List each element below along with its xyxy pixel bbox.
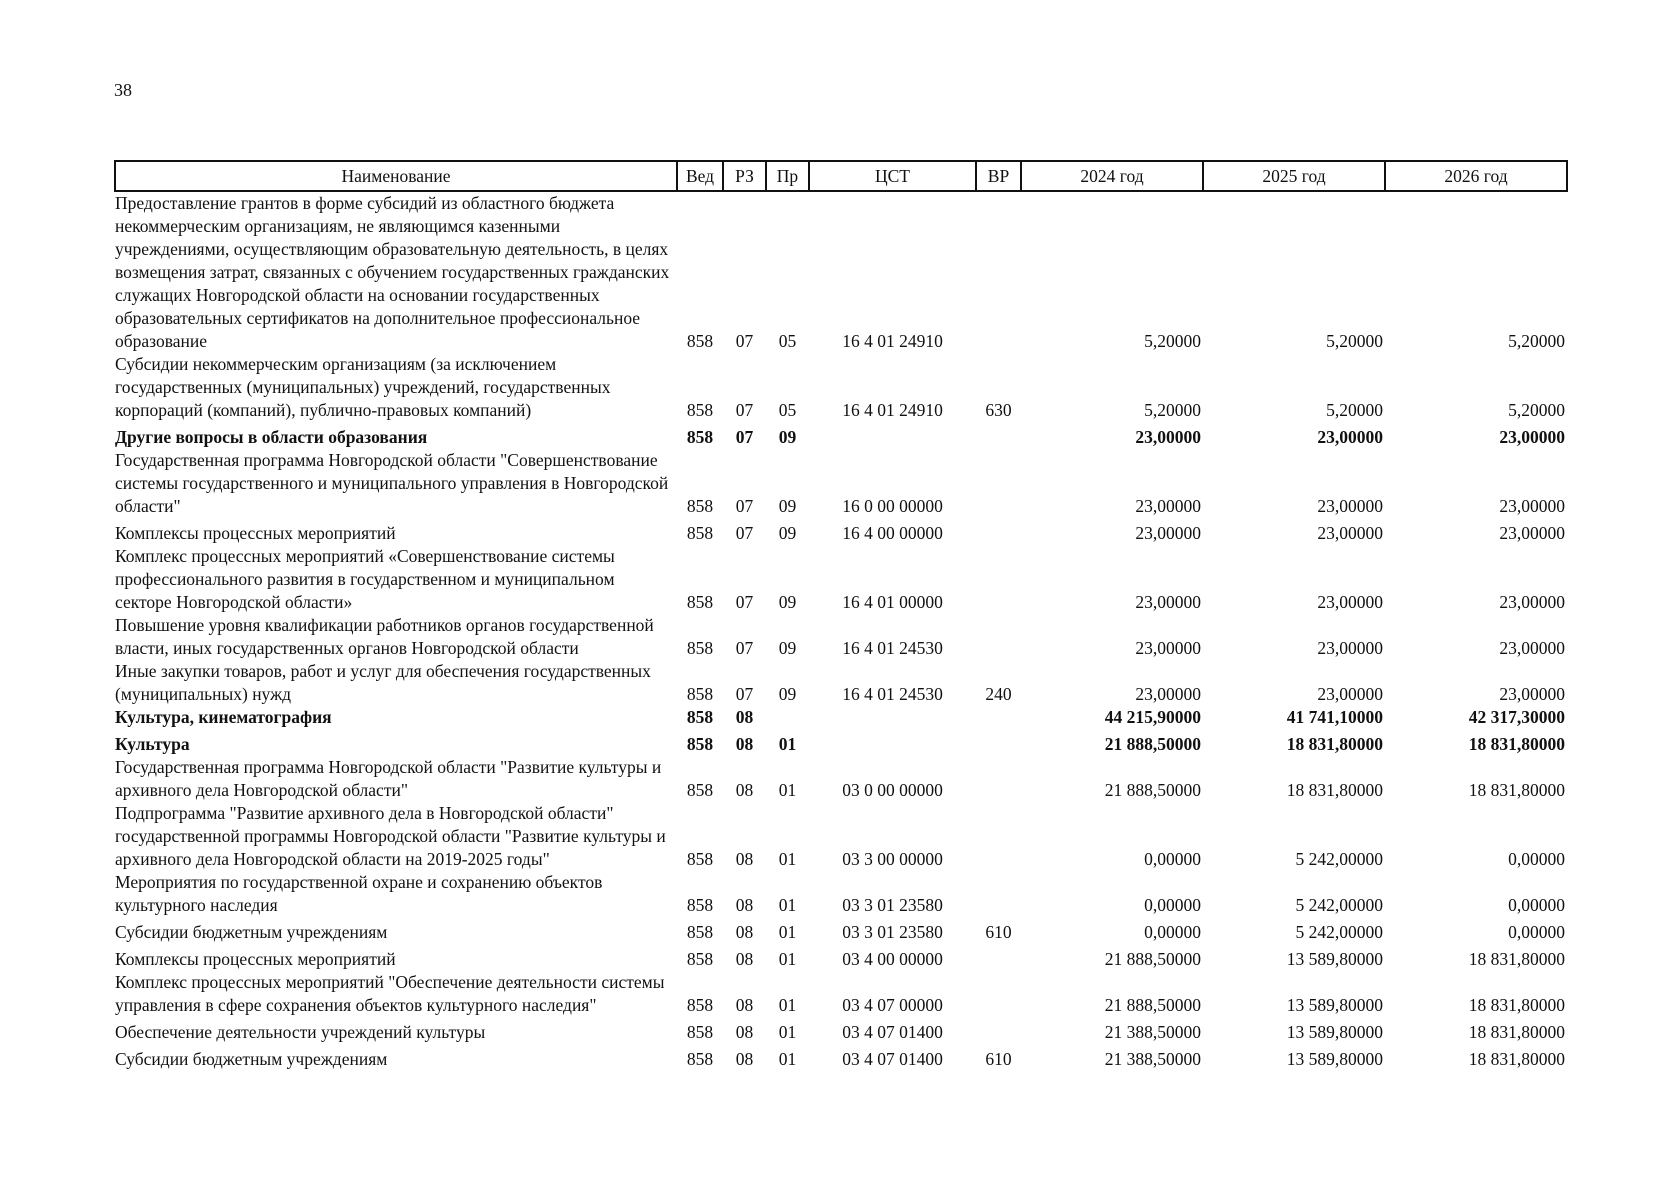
table-row bbox=[115, 802, 1567, 871]
cell-2026: 0,00000 bbox=[1508, 895, 1565, 915]
cell-2025: 5 242,00000 bbox=[1295, 849, 1383, 869]
header-name: Наименование bbox=[115, 161, 677, 191]
table-row bbox=[115, 871, 1567, 917]
cell-2026: 5,20000 bbox=[1508, 400, 1565, 420]
cell-rz: 07 bbox=[735, 684, 754, 704]
header-ved: Вед bbox=[677, 161, 723, 191]
cell-2024: 21 888,50000 bbox=[1104, 734, 1201, 754]
cell-rz: 08 bbox=[735, 1049, 754, 1069]
cell-ved: 858 bbox=[686, 1049, 714, 1069]
cell-vr bbox=[976, 1017, 1021, 1044]
cell-2025: 23,00000 bbox=[1317, 496, 1383, 516]
cell-2025: 5 242,00000 bbox=[1295, 922, 1383, 942]
cell-pr: 09 bbox=[778, 638, 797, 658]
cell-2026: 23,00000 bbox=[1499, 523, 1565, 543]
cell-ved: 858 bbox=[686, 400, 714, 420]
budget-table bbox=[114, 160, 1568, 1071]
cell-cst: 03 4 07 01400 bbox=[842, 1022, 943, 1042]
cell-2024: 23,00000 bbox=[1135, 523, 1201, 543]
cell-2025: 13 589,80000 bbox=[1286, 1049, 1383, 1069]
cell-2026: 23,00000 bbox=[1499, 496, 1565, 516]
table-row bbox=[115, 545, 1567, 614]
table-row bbox=[115, 756, 1567, 802]
cell-cst: 03 4 00 00000 bbox=[842, 949, 943, 969]
cell-pr: 01 bbox=[778, 849, 797, 869]
cell-rz: 07 bbox=[735, 592, 754, 612]
cell-ved: 858 bbox=[686, 849, 714, 869]
cell-cst: 03 0 00 00000 bbox=[842, 780, 943, 800]
cell-pr: 01 bbox=[778, 995, 797, 1015]
cell-pr: 09 bbox=[778, 496, 797, 516]
table-row bbox=[115, 191, 1567, 353]
cell-name: Государственная программа Новгородской области "Развитие культуры и архивного дела Новгородской области" bbox=[115, 757, 662, 800]
cell-ved: 858 bbox=[686, 922, 714, 942]
cell-2024: 21 388,50000 bbox=[1104, 1022, 1201, 1042]
cell-2026: 18 831,80000 bbox=[1468, 995, 1565, 1015]
table-row bbox=[115, 660, 1567, 706]
cell-vr bbox=[976, 545, 1021, 614]
cell-cst: 16 4 01 00000 bbox=[842, 592, 943, 612]
cell-vr bbox=[976, 191, 1021, 353]
cell-2024: 23,00000 bbox=[1135, 592, 1201, 612]
cell-ved: 858 bbox=[686, 707, 714, 727]
cell-2025: 18 831,80000 bbox=[1286, 780, 1383, 800]
cell-rz: 08 bbox=[735, 895, 754, 915]
cell-name: Иные закупки товаров, работ и услуг для обеспечения государственных (муниципальных) нужд bbox=[115, 661, 651, 704]
cell-vr bbox=[976, 756, 1021, 802]
cell-2025: 23,00000 bbox=[1317, 638, 1383, 658]
cell-2024: 0,00000 bbox=[1144, 922, 1201, 942]
cell-pr: 05 bbox=[778, 331, 797, 351]
cell-cst: 16 4 01 24910 bbox=[842, 400, 943, 420]
cell-vr: 610 bbox=[985, 1049, 1012, 1069]
cell-vr bbox=[976, 802, 1021, 871]
cell-2024: 21 888,50000 bbox=[1104, 780, 1201, 800]
cell-ved: 858 bbox=[686, 331, 714, 351]
page-number: 38 bbox=[114, 80, 132, 100]
cell-vr bbox=[976, 729, 1021, 756]
cell-2026: 0,00000 bbox=[1508, 849, 1565, 869]
cell-cst: 03 3 00 00000 bbox=[842, 849, 943, 869]
cell-ved: 858 bbox=[686, 895, 714, 915]
cell-vr bbox=[976, 614, 1021, 660]
cell-cst: 16 4 01 24530 bbox=[842, 684, 943, 704]
table-row bbox=[115, 449, 1567, 518]
cell-vr bbox=[976, 706, 1021, 729]
cell-name: Культура bbox=[115, 734, 190, 754]
cell-cst bbox=[809, 422, 976, 449]
cell-2024: 23,00000 bbox=[1135, 496, 1201, 516]
cell-2026: 18 831,80000 bbox=[1468, 780, 1565, 800]
cell-rz: 08 bbox=[735, 1022, 754, 1042]
cell-ved: 858 bbox=[686, 949, 714, 969]
cell-ved: 858 bbox=[686, 523, 714, 543]
cell-name: Комплекс процессных мероприятий «Совершенствование системы профессионального развития в государственном и муниципальном секторе Новгородской области» bbox=[115, 546, 615, 612]
table-row bbox=[115, 353, 1567, 422]
table-row bbox=[115, 1017, 1567, 1044]
cell-cst: 03 4 07 00000 bbox=[842, 995, 943, 1015]
cell-pr: 01 bbox=[778, 780, 797, 800]
cell-name: Предоставление грантов в форме субсидий из областного бюджета некоммерческим организациям, не являющимся казенными учреждениями, осуществляющим образовательную деятельность, в целях возмещения затрат, связанных с обучением государственных гражданских служащих Новгородской области на основании государственных образовательных сертификатов на дополнительное профессиональное образование bbox=[115, 193, 670, 351]
header-2024: 2024 год bbox=[1021, 161, 1203, 191]
table-row bbox=[115, 422, 1567, 449]
cell-2026: 23,00000 bbox=[1499, 427, 1565, 447]
cell-cst bbox=[809, 706, 976, 729]
cell-rz: 07 bbox=[735, 331, 754, 351]
table-row bbox=[115, 614, 1567, 660]
cell-rz: 07 bbox=[735, 523, 754, 543]
cell-cst bbox=[809, 729, 976, 756]
cell-2024: 44 215,90000 bbox=[1104, 707, 1201, 727]
table-row bbox=[115, 944, 1567, 971]
cell-name: Обеспечение деятельности учреждений культуры bbox=[115, 1022, 486, 1042]
cell-pr bbox=[766, 706, 809, 729]
cell-pr: 01 bbox=[778, 895, 797, 915]
table-body bbox=[115, 191, 1567, 1071]
cell-vr: 630 bbox=[985, 400, 1012, 420]
cell-2025: 23,00000 bbox=[1317, 523, 1383, 543]
cell-ved: 858 bbox=[686, 592, 714, 612]
cell-2025: 13 589,80000 bbox=[1286, 1022, 1383, 1042]
cell-2024: 0,00000 bbox=[1144, 895, 1201, 915]
header-2025: 2025 год bbox=[1203, 161, 1385, 191]
cell-2024: 23,00000 bbox=[1135, 684, 1201, 704]
cell-name: Комплекс процессных мероприятий "Обеспечение деятельности системы управления в сфере сохранения объектов культурного наследия" bbox=[115, 972, 665, 1015]
cell-pr: 01 bbox=[778, 1022, 797, 1042]
cell-ved: 858 bbox=[686, 638, 714, 658]
cell-2026: 18 831,80000 bbox=[1468, 1049, 1565, 1069]
cell-vr bbox=[976, 971, 1021, 1017]
cell-rz: 08 bbox=[735, 949, 754, 969]
table-row bbox=[115, 729, 1567, 756]
cell-ved: 858 bbox=[686, 995, 714, 1015]
cell-2025: 5 242,00000 bbox=[1295, 895, 1383, 915]
cell-ved: 858 bbox=[686, 780, 714, 800]
cell-name: Комплексы процессных мероприятий bbox=[115, 523, 396, 543]
cell-cst: 16 4 01 24910 bbox=[842, 331, 943, 351]
cell-name: Субсидии некоммерческим организациям (за исключением государственных (муниципальных) учреждений, государственных корпораций (компаний), публично-правовых компаний) bbox=[115, 354, 611, 420]
table-header-row bbox=[115, 161, 1567, 191]
cell-2025: 5,20000 bbox=[1326, 331, 1383, 351]
cell-2026: 18 831,80000 bbox=[1468, 734, 1565, 754]
cell-2025: 23,00000 bbox=[1317, 427, 1383, 447]
cell-vr: 240 bbox=[985, 684, 1012, 704]
cell-name: Культура, кинематография bbox=[115, 707, 332, 727]
cell-2025: 41 741,10000 bbox=[1286, 707, 1383, 727]
cell-pr: 01 bbox=[778, 922, 797, 942]
cell-cst: 16 4 01 24530 bbox=[842, 638, 943, 658]
table-row bbox=[115, 1044, 1567, 1071]
cell-cst: 03 4 07 01400 bbox=[842, 1049, 943, 1069]
cell-pr: 09 bbox=[778, 684, 797, 704]
table-row bbox=[115, 917, 1567, 944]
cell-ved: 858 bbox=[686, 734, 714, 754]
cell-pr: 09 bbox=[778, 427, 797, 447]
cell-pr: 05 bbox=[778, 400, 797, 420]
cell-vr: 610 bbox=[985, 922, 1012, 942]
cell-rz: 08 bbox=[735, 734, 754, 754]
cell-2025: 5,20000 bbox=[1326, 400, 1383, 420]
cell-2026: 42 317,30000 bbox=[1468, 707, 1565, 727]
header-vr: ВР bbox=[976, 161, 1021, 191]
cell-2026: 18 831,80000 bbox=[1468, 949, 1565, 969]
header-2026: 2026 год bbox=[1385, 161, 1567, 191]
cell-2025: 13 589,80000 bbox=[1286, 949, 1383, 969]
cell-2026: 5,20000 bbox=[1508, 331, 1565, 351]
cell-2026: 23,00000 bbox=[1499, 684, 1565, 704]
cell-vr bbox=[976, 422, 1021, 449]
cell-vr bbox=[976, 944, 1021, 971]
cell-rz: 08 bbox=[735, 849, 754, 869]
header-rz: РЗ bbox=[723, 161, 766, 191]
cell-2025: 23,00000 bbox=[1317, 684, 1383, 704]
cell-rz: 08 bbox=[735, 922, 754, 942]
cell-rz: 08 bbox=[735, 995, 754, 1015]
cell-2024: 23,00000 bbox=[1135, 638, 1201, 658]
cell-name: Другие вопросы в области образования bbox=[115, 427, 428, 447]
header-cst: ЦСТ bbox=[809, 161, 976, 191]
cell-cst: 03 3 01 23580 bbox=[842, 895, 943, 915]
cell-ved: 858 bbox=[686, 496, 714, 516]
cell-2025: 18 831,80000 bbox=[1286, 734, 1383, 754]
table-row bbox=[115, 706, 1567, 729]
cell-2026: 23,00000 bbox=[1499, 592, 1565, 612]
cell-name: Мероприятия по государственной охране и сохранению объектов культурного наследия bbox=[115, 872, 603, 915]
cell-name: Государственная программа Новгородской области "Совершенствование системы государственного и муниципального управления в Новгородской области" bbox=[115, 450, 669, 516]
cell-2024: 21 888,50000 bbox=[1104, 995, 1201, 1015]
cell-pr: 01 bbox=[778, 949, 797, 969]
cell-cst: 16 0 00 00000 bbox=[842, 496, 943, 516]
cell-ved: 858 bbox=[686, 1022, 714, 1042]
cell-cst: 16 4 00 00000 bbox=[842, 523, 943, 543]
cell-2026: 18 831,80000 bbox=[1468, 1022, 1565, 1042]
cell-name: Субсидии бюджетным учреждениям bbox=[115, 1049, 388, 1069]
cell-2025: 23,00000 bbox=[1317, 592, 1383, 612]
cell-pr: 09 bbox=[778, 592, 797, 612]
cell-ved: 858 bbox=[686, 684, 714, 704]
cell-ved: 858 bbox=[686, 427, 714, 447]
cell-2024: 23,00000 bbox=[1135, 427, 1201, 447]
cell-name: Субсидии бюджетным учреждениям bbox=[115, 922, 388, 942]
cell-vr bbox=[976, 449, 1021, 518]
cell-pr: 01 bbox=[778, 1049, 797, 1069]
cell-rz: 07 bbox=[735, 496, 754, 516]
cell-2024: 5,20000 bbox=[1144, 331, 1201, 351]
header-pr: Пр bbox=[766, 161, 809, 191]
cell-cst: 03 3 01 23580 bbox=[842, 922, 943, 942]
cell-2026: 23,00000 bbox=[1499, 638, 1565, 658]
cell-rz: 07 bbox=[735, 638, 754, 658]
cell-2024: 0,00000 bbox=[1144, 849, 1201, 869]
cell-2024: 5,20000 bbox=[1144, 400, 1201, 420]
cell-rz: 08 bbox=[735, 707, 754, 727]
cell-rz: 08 bbox=[735, 780, 754, 800]
cell-rz: 07 bbox=[735, 400, 754, 420]
cell-pr: 09 bbox=[778, 523, 797, 543]
cell-2024: 21 888,50000 bbox=[1104, 949, 1201, 969]
table-row bbox=[115, 518, 1567, 545]
table-row bbox=[115, 971, 1567, 1017]
cell-vr bbox=[976, 518, 1021, 545]
cell-pr: 01 bbox=[778, 734, 797, 754]
cell-2025: 13 589,80000 bbox=[1286, 995, 1383, 1015]
cell-name: Комплексы процессных мероприятий bbox=[115, 949, 396, 969]
cell-name: Подпрограмма "Развитие архивного дела в Новгородской области" государственной программы Новгородской области "Развитие культуры и архивного дела Новгородской области на 2019-2025 годы" bbox=[115, 803, 666, 869]
cell-2026: 0,00000 bbox=[1508, 922, 1565, 942]
cell-rz: 07 bbox=[735, 427, 754, 447]
cell-vr bbox=[976, 871, 1021, 917]
cell-2024: 21 388,50000 bbox=[1104, 1049, 1201, 1069]
cell-name: Повышение уровня квалификации работников органов государственной власти, иных государственных органов Новгородской области bbox=[115, 615, 654, 658]
